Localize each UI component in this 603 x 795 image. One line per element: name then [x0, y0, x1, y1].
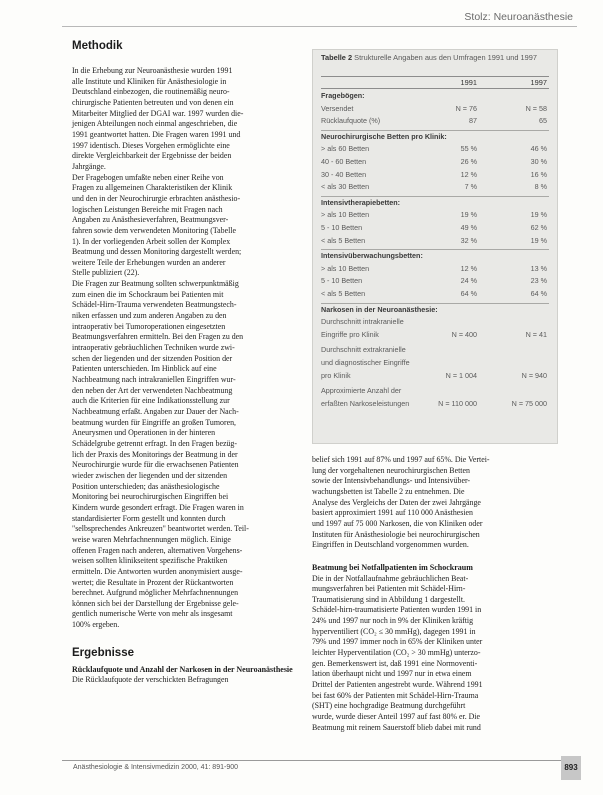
value-1997: N = 58 [525, 103, 547, 113]
row-label: > als 60 Betten [321, 144, 370, 154]
table-row [321, 345, 549, 355]
row-label: Neurochirurgische Betten pro Klinik: [321, 131, 447, 141]
row-label: 30 - 40 Betten [321, 169, 367, 179]
table-caption-text: Strukturelle Angaben aus den Umfragen 1991 und 1997 [354, 53, 538, 62]
value-1997: N = 41 [525, 329, 547, 339]
methodik-heading: Methodik [72, 40, 123, 52]
row-label: erfaßten Narkoseleistungen [321, 398, 410, 408]
table-row [321, 116, 549, 126]
table-section-title [321, 132, 549, 142]
table-section-title [321, 198, 549, 208]
table-row [321, 170, 549, 180]
row-label: Intensivüberwachungsbetten: [321, 251, 423, 261]
row-label: Narkosen in der Neuroanästhesie: [321, 304, 438, 314]
value-1997: N = 940 [521, 370, 547, 380]
table-row [321, 104, 549, 114]
value-1991: 24 % [460, 276, 477, 286]
value-1991: 19 % [460, 210, 477, 220]
row-label: Approximierte Anzahl der [321, 386, 402, 396]
table-row [321, 182, 549, 192]
table-row [321, 223, 549, 233]
table-section-title [321, 251, 549, 261]
value-1991: 55 % [460, 144, 477, 154]
table-section-title [321, 305, 549, 315]
ergebnisse-text: Die Rücklaufquote der verschickten Befragungen [72, 675, 229, 685]
row-label: < als 5 Betten [321, 289, 366, 298]
table-section-title [321, 91, 549, 101]
value-1997: 8 % [534, 182, 547, 192]
value-1997: N = 75 000 [511, 398, 547, 408]
value-1997: 23 % [530, 276, 547, 286]
table-2 [312, 49, 558, 444]
running-head: Stolz: Neuroanästhesie [464, 11, 573, 23]
value-1997: 19 % [530, 235, 547, 245]
table-section-rule [321, 196, 549, 197]
table-row [321, 358, 549, 368]
value-1991: 49 % [460, 223, 477, 232]
left-column [72, 40, 302, 686]
results-text-1: belief sich 1991 auf 87% und 1997 auf 65%. Die Vertei- lung der vorgehaltenen neurochirurgischen Betten sowie der Intensivbehandlungs- und Intensivüber- wachungsbetten ist Tabelle 2 zu entnehmen. Die Analyse des Vergleichs der Daten der zwei Jahrgänge basiert approximiert 1991 auf 110 000 Anästhesien und 1997 auf 75 000 Narkosen, die von Kliniken oder Instituten für Anästhesiologie bei neurochirurgischen Eingriffen in Deutschland vorgenommen wurden. [312, 455, 490, 550]
value-1997: 13 % [530, 263, 547, 273]
table-section-rule [321, 303, 549, 304]
value-1991: 64 % [460, 289, 477, 298]
row-label: 40 - 60 Betten [321, 157, 367, 166]
value-1997: 64 % [530, 289, 547, 298]
row-label: Intensivtherapiebetten: [321, 197, 401, 207]
col-1997: 1997 [530, 78, 547, 87]
table-row [321, 371, 549, 381]
table-section-rule [321, 130, 549, 131]
col-1991: 1991 [460, 78, 477, 87]
table-row [321, 399, 549, 409]
value-1997: 46 % [530, 144, 547, 154]
schockraum-subheading: Beatmung bei Notfallpatienten im Schockraum [312, 562, 473, 572]
row-label: 5 - 10 Betten [321, 223, 363, 232]
table-row [321, 264, 549, 274]
value-1997: 62 % [530, 223, 547, 232]
page-number-box [561, 756, 581, 780]
row-label: und diagnostischer Eingriffe [321, 358, 410, 367]
value-1991: N = 110 000 [438, 398, 477, 408]
journal-footer: Anästhesiologie & Intensivmedizin 2000, 41: 891-900 [73, 764, 238, 771]
row-label: Fragebögen: [321, 91, 365, 100]
ruecklauf-subheading: Rücklaufquote und Anzahl der Narkosen in der Neuroanästhesie [72, 664, 293, 674]
value-1997: 19 % [530, 210, 547, 220]
methodik-text: In die Erhebung zur Neuroanästhesie wurden 1991 alle Institute und Kliniken für Anästhesiologie in Deutschland einbezogen, die routinemäßig neuro- chirurgische Patienten betreuten und von denen ein Mitarbeiter Mitglied der DGAI war. 1997 wurden die- jenigen Abteilungen noch einmal angeschrieben, die 1991 geantwortet hatten. Die Fragen waren 1991 und 1997 identisch. Dieses Vorgehen ermöglichte eine direkte Vergleichbarkeit der Ergebnisse der beiden Jahrgänge. Der Fragebogen umfaßte neben einer Reihe von Fragen zu allgemeinen Charakteristiken der Klinik und den in der Neurochirurgie erbrachten anästhesio- logischen Leistungen Bereiche mit Fragen nach Angaben zu Anästhesieverfahren, Beatmungsver- fahren sowie dem verwendeten Monitoring (Tabelle 1). In der vorliegenden Arbeit sollen der Komplex Beatmung und dessen Monitoring dargestellt werden; weitere Teile der Erhebungen wurden an anderer Stelle publiziert (22). Die Fragen zur Beatmung sollten schwerpunktmäßig zum einen die im Schockraum bei Patienten mit Schädel-Hirn-Trauma verwendeten Beatmungstech- niken erfassen und zum anderen Angaben zu den intraoperativ bei Tumoroperationen eingesetzten Beatmungsverfahren ermitteln. Bei den Fragen zu den intraoperativ gebräuchlichen Techniken wurde zwi- schen der liegenden und der sitzenden Position der Patienten unterschieden. Im Hinblick auf eine Nachbeatmung nach intrakraniellen Eingriffen wur- den neben der Art der verwendeten Nachbeatmung auch die Kriterien für eine Indikationsstellung zur Nachbeatmung erfaßt. Angaben zur Dauer der Nach- beatmung wurden für Eingriffe an großen Tumoren, Aneurysmen und Operationen in der hinteren Schädelgrube getrennt erfragt. In den Fragen bezüg- lich der Praxis des Monitorings der Beatmung in der Neurochirurgie wurde für die erwachsenen Patienten wieder zwischen der liegenden und der sitzenden Position unterschieden; das anästhesiologische Monitoring bei neurochirurgischen Eingriffen bei Kindern wurde gesondert erfragt. Die Fragen waren in standardisierter Form gestellt und konnten durch "selbsprechendes Ankreuzen" beantwortet werden. Teil- weise waren Mehrfachnennungen möglich. Einige offenen Fragen nach anderen, alternativen Vorgehens- weisen sollten klinikseitent spezifische Praktiken ermitteln. Die Antworten wurden anonymisiert ausge- wertet; die Resultate in Prozent der Rückantworten berechnet. Aufgrund möglicher Mehrfachnennungen können sich bei der Darstellung der Ergebnisse gele- gentlich numerische Werte von mehr als insgesamt 100% ergeben. [72, 66, 249, 630]
table-row [321, 236, 549, 246]
row-label: Rücklaufquote (%) [321, 116, 381, 126]
value-1991: N = 76 [455, 103, 477, 113]
table-row [321, 317, 549, 327]
footer-rule [62, 760, 577, 761]
results-text-2: Die in der Notfallaufnahme gebräuchlichen Beat- mungsverfahren bei Patienten mit Schädel-Hirn- Traumatisierung sind in Abbildung 1 dargestellt. Schädel-hirn-traumatisierte Patienten wurden 1991 in 24% und 1997 nur noch in 9% der Kliniken kräftig hyperventiliert (CO₂ ≤ 30 mmHg), dagegen 1991 in 79% und 1997 immer noch in 65% der Kliniken unter leichter Hyperventilation (CO₂ > 30 mmHg) unterzo- gen. Bemerkenswert ist, daß 1991 eine Normoventi- lation überhaupt nicht und 1997 nur in etwa einem Drittel der Patienten angestrebt wurde. Während 1991 bei fast 60% der Patienten mit Schädel-Hirn-Trauma (SHT) eine hochgradige Beatmung durchgeführt wurde, wurde dieser Anteil 1997 auf fast 80% er. Die Beatmung mit reinem Sauerstoff blieb dabei mit rund [312, 573, 483, 732]
row-label: 5 - 10 Betten [321, 276, 363, 286]
right-column [312, 455, 560, 733]
value-1997: 16 % [530, 169, 547, 179]
value-1991: N = 1 004 [445, 370, 477, 380]
table-caption [321, 53, 551, 63]
row-label: < als 30 Betten [321, 182, 370, 192]
value-1991: 87 [469, 116, 477, 126]
table-row [321, 144, 549, 154]
row-label: < als 5 Betten [321, 235, 366, 245]
page-number: 893 [564, 763, 578, 772]
row-label: pro Klinik [321, 370, 351, 380]
table-header [321, 76, 549, 89]
value-1991: N = 400 [451, 329, 477, 339]
table-row [321, 289, 549, 299]
row-label: Durchschnitt intrakranielle [321, 317, 404, 327]
header-rule [62, 26, 577, 27]
value-1991: 7 % [464, 182, 477, 192]
row-label: > als 10 Betten [321, 210, 370, 220]
row-label: Versendet [321, 103, 354, 113]
value-1991: 32 % [460, 235, 477, 245]
ergebnisse-heading: Ergebnisse [72, 646, 134, 659]
table-row [321, 386, 549, 396]
value-1997: 30 % [530, 157, 547, 166]
table-section-rule [321, 249, 549, 250]
table-caption-label: Tabelle 2 [321, 53, 353, 62]
value-1991: 12 % [460, 263, 477, 273]
value-1991: 26 % [460, 157, 477, 166]
table-row [321, 276, 549, 286]
table-row [321, 157, 549, 167]
row-label: Durchschnitt extrakranielle [321, 345, 406, 355]
table-row [321, 210, 549, 220]
value-1997: 65 [539, 116, 547, 126]
value-1991: 12 % [460, 169, 477, 179]
table-row [321, 330, 549, 340]
row-label: Eingriffe pro Klinik [321, 329, 379, 339]
row-label: > als 10 Betten [321, 263, 370, 273]
